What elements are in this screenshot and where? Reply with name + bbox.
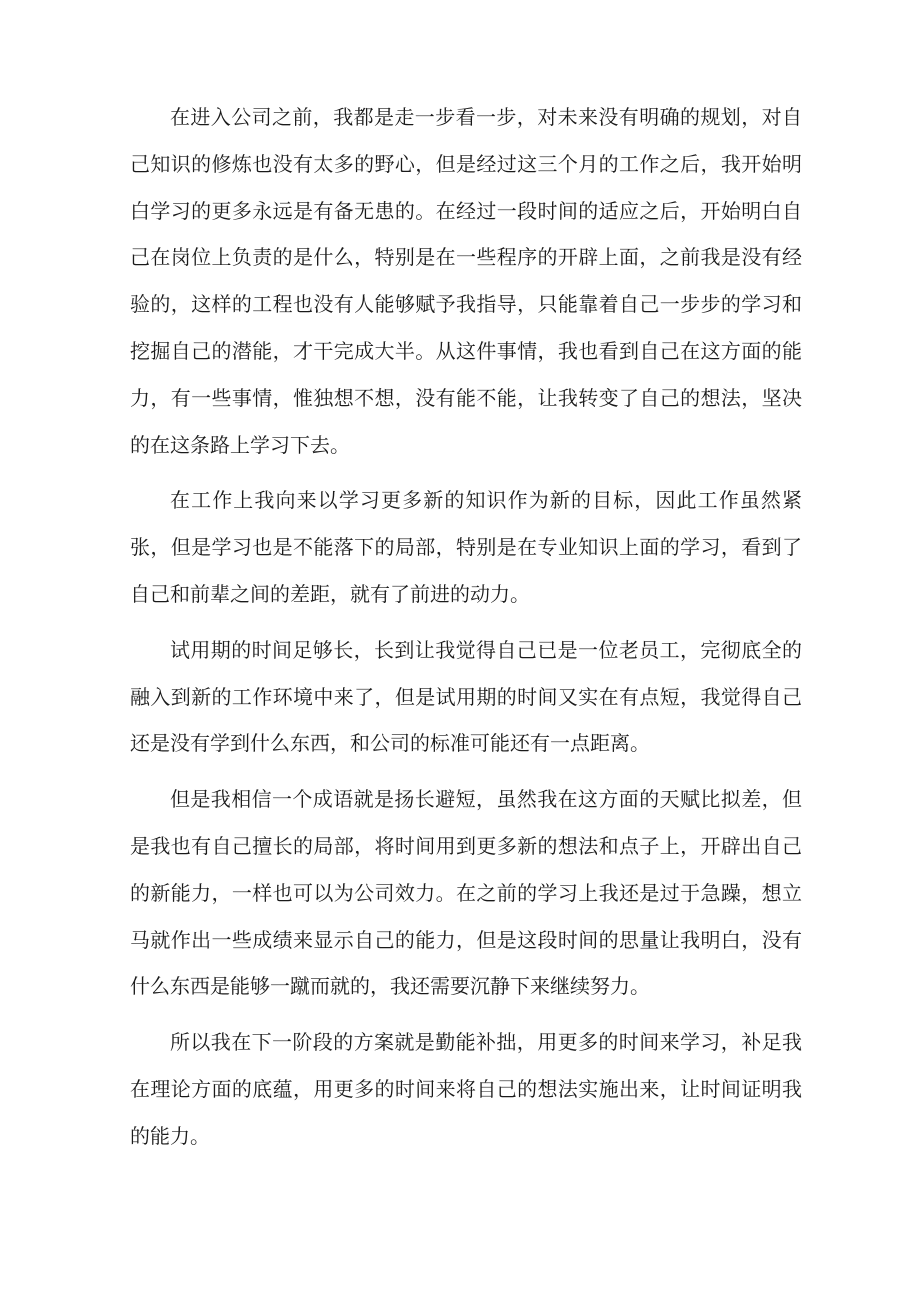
document-body bbox=[130, 94, 802, 1169]
paragraph-4: 但是我相信一个成语就是扬长避短，虽然我在这方面的天赋比拟差，但是我也有自己擅长的局部，将时间用到更多新的想法和点子上，开辟出自己的新能力，一样也可以为公司效力。在之前的学习上我还是过于急躁，想立马就作出一些成绩来显示自己的能力，但是这段时间的思量让我明白，没有什么东西是能够一蹴而就的，我还需要沉静下来继续努力。 bbox=[130, 787, 802, 999]
paragraph-2: 在工作上我向来以学习更多新的知识作为新的目标，因此工作虽然紧张，但是学习也是不能落下的局部，特别是在专业知识上面的学习，看到了自己和前辈之间的差距，就有了前进的动力。 bbox=[130, 488, 802, 606]
paragraph-5: 所以我在下一阶段的方案就是勤能补拙，用更多的时间来学习，补足我在理论方面的底蕴，用更多的时间来将自己的想法实施出来，让时间证明我的能力。 bbox=[130, 1030, 802, 1148]
paragraph-1: 在进入公司之前，我都是走一步看一步，对未来没有明确的规划，对自己知识的修炼也没有太多的野心，但是经过这三个月的工作之后，我开始明白学习的更多永远是有备无患的。在经过一段时间的适应之后，开始明白自己在岗位上负责的是什么，特别是在一些程序的开辟上面，之前我是没有经验的，这样的工程也没有人能够赋予我指导，只能靠着自己一步步的学习和挖掘自己的潜能，才干完成大半。从这件事情，我也看到自己在这方面的能力，有一些事情，惟独想不想，没有能不能，让我转变了自己的想法，坚决的在这条路上学习下去。 bbox=[130, 105, 802, 457]
paragraph-3: 试用期的时间足够长，长到让我觉得自己已是一位老员工，完彻底全的融入到新的工作环境中来了，但是试用期的时间又实在有点短，我觉得自己还是没有学到什么东西，和公司的标准可能还有一点距离。 bbox=[130, 637, 802, 756]
